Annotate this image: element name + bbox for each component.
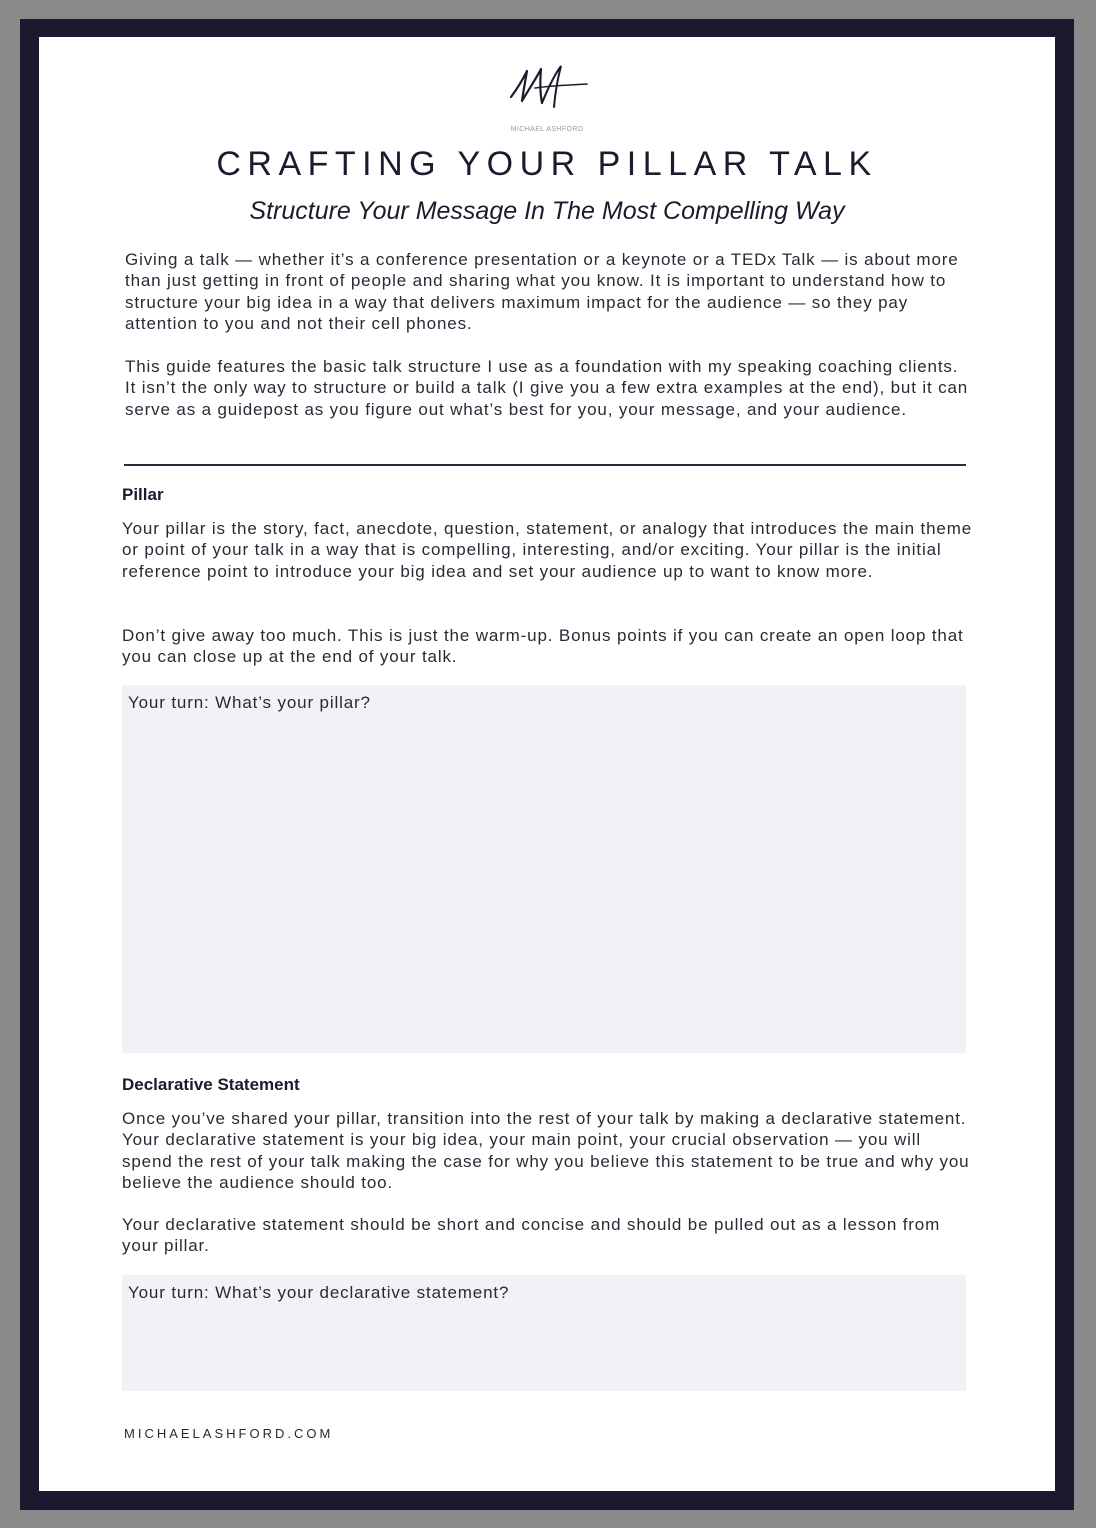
intro-paragraph-2: This guide features the basic talk structure I use as a foundation with my speaking coaching clients. It isn’t the only way to structure or build a talk (I give you a few extra examples at the end), but it can serve as a guidepost as you figure out what’s best for you, your message, and your audience. (125, 357, 969, 419)
page-subtitle: Structure Your Message In The Most Compelling Way (249, 197, 845, 225)
declarative-heading: Declarative Statement (122, 1075, 300, 1094)
section-divider (124, 464, 966, 466)
pillar-answer-prompt: Your turn: What’s your pillar? (128, 693, 371, 712)
pillar-answer-box[interactable] (122, 685, 966, 1053)
footer-url[interactable]: MICHAELASHFORD.COM (124, 1426, 334, 1441)
signature-logo (509, 63, 589, 109)
logo-name: MICHAEL ASHFORD (510, 126, 584, 133)
intro-paragraph-1: Giving a talk — whether it’s a conference presentation or a keynote or a TEDx Talk — is about more than just getting in front of people and sharing what you know. It is important to understand how to structure your big idea in a way that delivers maximum impact for the audience — so they pay attention to you and not their cell phones. (125, 250, 959, 333)
pillar-paragraph-1: Your pillar is the story, fact, anecdote, question, statement, or analogy that introduces the main theme or point of your talk in a way that is compelling, interesting, and/or exciting. Your pillar is the initial reference point to introduce your big idea and set your audience up to want to know more. (122, 519, 973, 581)
declarative-paragraph-1: Once you’ve shared your pillar, transition into the rest of your talk by making a declarative statement. Your declarative statement is your big idea, your main point, your crucial observation — you will spend the rest of your talk making the case for why you believe this statement to be true and why you believe the audience should too. (122, 1109, 970, 1192)
declarative-answer-box[interactable] (122, 1275, 966, 1391)
page-title: CRAFTING YOUR PILLAR TALK (216, 145, 878, 183)
pillar-heading: Pillar (122, 485, 164, 504)
declarative-paragraph-2: Your declarative statement should be short and concise and should be pulled out as a lesson from your pillar. (122, 1215, 941, 1256)
declarative-answer-prompt: Your turn: What’s your declarative statement? (128, 1283, 510, 1302)
pillar-paragraph-2: Don’t give away too much. This is just the warm-up. Bonus points if you can create an open loop that you can close up at the end of your talk. (122, 626, 964, 667)
document-page (39, 37, 1055, 1491)
